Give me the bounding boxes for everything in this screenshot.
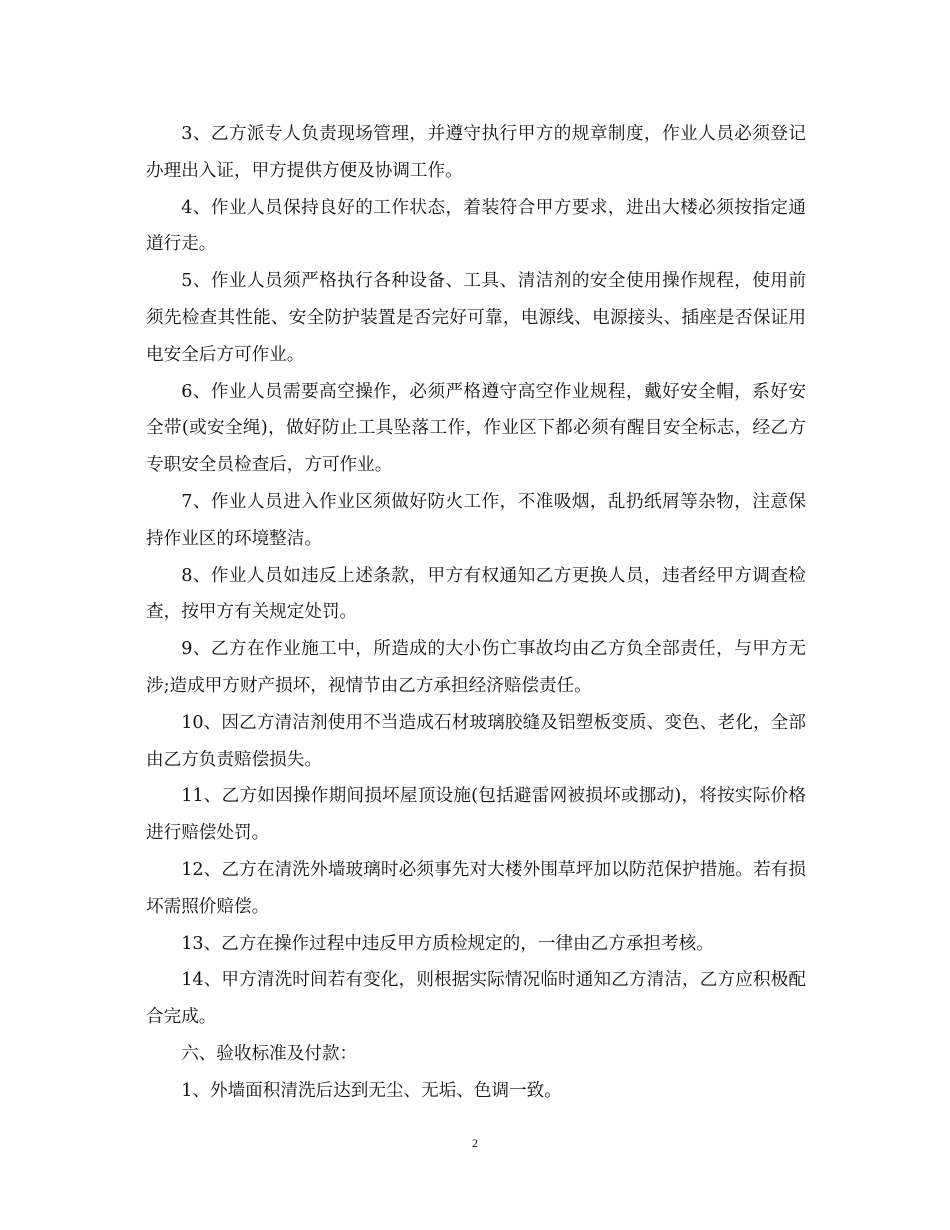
document-body bbox=[146, 116, 806, 1110]
clause-8: 8、作业人员如违反上述条款，甲方有权通知乙方更换人员，违者经甲方调查检查，按甲方有关规定处罚。 bbox=[146, 565, 806, 623]
clause-4: 4、作业人员保持良好的工作状态，着装符合甲方要求，进出大楼必须按指定通道行走。 bbox=[146, 197, 806, 255]
clause-5: 5、作业人员须严格执行各种设备、工具、清洁剂的安全使用操作规程，使用前须先检查其性能、安全防护装置是否完好可靠，电源线、电源接头、插座是否保证用电安全后方可作业。 bbox=[146, 271, 806, 365]
clause-7: 7、作业人员进入作业区须做好防火工作，不准吸烟，乱扔纸屑等杂物，注意保持作业区的环境整洁。 bbox=[146, 491, 806, 549]
page-number: 2 bbox=[472, 1136, 478, 1150]
clause-13: 13、乙方在操作过程中违反甲方质检规定的，一律由乙方承担考核。 bbox=[181, 933, 714, 954]
clause-6: 6、作业人员需要高空操作，必须严格遵守高空作业规程，戴好安全帽，系好安全带(或安全绳)，做好防止工具坠落工作，作业区下都必须有醒目安全标志，经乙方专职安全员检查后，方可作业。 bbox=[146, 381, 806, 476]
clause-9: 9、乙方在作业施工中，所造成的大小伤亡事故均由乙方负全部责任，与甲方无涉;造成甲方财产损坏，视情节由乙方承担经济赔偿责任。 bbox=[146, 639, 806, 696]
clause-3: 3、乙方派专人负责现场管理，并遵守执行甲方的规章制度，作业人员必须登记办理出入证，甲方提供方便及协调工作。 bbox=[146, 124, 806, 181]
clause-14: 14、甲方清洗时间若有变化，则根据实际情况临时通知乙方清洁，乙方应积极配合完成。 bbox=[146, 970, 806, 1028]
clause-10: 10、因乙方清洁剂使用不当造成石材玻璃胶缝及铝塑板变质、变色、老化，全部由乙方负责赔偿损失。 bbox=[146, 712, 806, 770]
clause-11: 11、乙方如因操作期间损坏屋顶设施(包括避雷网被损坏或挪动)，将按实际价格进行赔偿处罚。 bbox=[146, 786, 806, 844]
section-heading-acceptance: 六、验收标准及付款： bbox=[181, 1043, 358, 1064]
clause-12: 12、乙方在清洗外墙玻璃时必须事先对大楼外围草坪加以防范保护措施。若有损坏需照价赔偿。 bbox=[146, 859, 806, 917]
acceptance-item-1: 1、外墙面积清洗后达到无尘、无垢、色调一致。 bbox=[181, 1080, 562, 1101]
